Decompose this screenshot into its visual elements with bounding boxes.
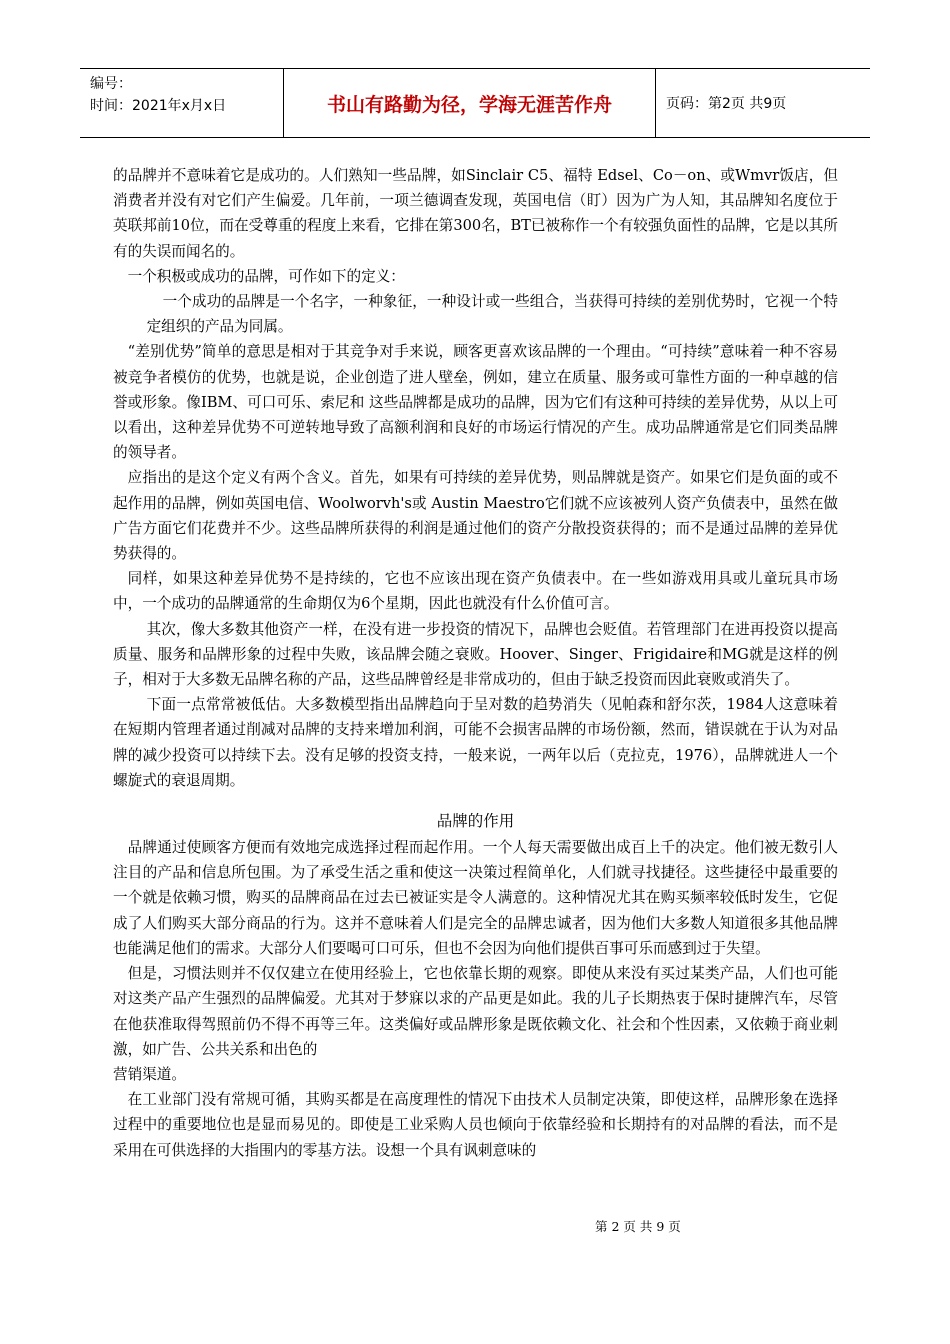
paragraph: 其次，像大多数其他资产一样，在没有进一步投资的情况下，品牌也会贬值。若管理部门在进再投资以提高质量、服务和品牌形象的过程中失败，该品牌会随之衰败。Hoover、Singer、Frigidaire和MG就是这样的例子，相对于大多数无品牌名称的产品，这些品牌曾经是非常成功的，但由于缺乏投资而因此衰败或消失了。	[113, 620, 838, 689]
paragraph: 应指出的是这个定义有两个含义。首先，如果有可持续的差异优势，则品牌就是资产。如果它们是负面的或不起作用的品牌，例如英国电信、Woolworvh's或 Austin Maestro它们就不应该被列人资产负债表中，虽然在做广告方面它们花费并不少。这些品牌所获得的利润是通过他们的资产分散投资获得的；而不是通过品牌的差异优势获得的。	[113, 469, 838, 563]
definition-quote: 一个成功的品牌是一个名字，一种象征，一种设计或一些组合，当获得可持续的差别优势时，它视一个特定组织的产品为同属。	[146, 293, 838, 336]
document-body	[113, 163, 838, 1163]
header-motto: 书山有路勤为径，学海无涯苦作舟	[284, 69, 656, 137]
paragraph: “差别优势”简单的意思是相对于其竞争对手来说，顾客更喜欢该品牌的一个理由。“可持续”意味着一种不容易被竞争者模仿的优势，也就是说，企业创造了进人壁垒，例如，建立在质量、服务或可靠性方面的一种卓越的信誉或形象。像IBM、可口可乐、索尼和 这些品牌都是成功的品牌，因为它们有这种可持续的差异优势，从以上可以看出，这种差异优势不可逆转地导致了高额利润和良好的市场运行情况的产生。成功品牌通常是它们同类品牌的领导者。	[113, 343, 838, 462]
document-header	[80, 68, 870, 138]
paragraph: 在工业部门没有常规可循，其购买都是在高度理性的情况下由技术人员制定决策，即使这样，品牌形象在选择过程中的重要地位也是显而易见的。即使是工业采购人员也倾向于依靠经验和长期持有的对品牌的看法，而不是采用在可供选择的大指围内的零基方法。设想一个具有讽刺意味的	[113, 1091, 838, 1159]
section-heading: 品牌的作用	[436, 812, 515, 831]
time-label: 时间：2021年x月x日	[90, 98, 227, 114]
number-label: 编号：	[90, 76, 132, 92]
paragraph: 一个积极或成功的品牌，可作如下的定义：	[127, 267, 405, 285]
header-page-code: 页码：第2页 共9页	[666, 96, 787, 112]
paragraph: 但是，习惯法则并不仅仅建立在使用经验上，它也依靠长期的观察。即使从来没有买过某类产品，人们也可能对这类产品产生强烈的品牌偏爱。尤其对于梦寐以求的产品更是如此。我的儿子长期热衷于保时捷牌汽车，尽管在他获准取得驾照前仍不得不再等三年。这类偏好或品牌形象是既依赖文化、社会和个性因素，又依赖于商业刺激，如广告、公共关系和出色的	[113, 965, 838, 1058]
header-meta	[80, 69, 284, 137]
paragraph: 品牌通过使顾客方便而有效地完成选择过程而起作用。一个人每天需要做出成百上千的决定。他们被无数引人注目的产品和信息所包围。为了承受生活之重和使这一决策过程简单化，人们就寻找捷径。这些捷径中最重要的一个就是依赖习惯，购买的品牌商品在过去已被证实是令人满意的。这种情况尤其在购买频率较低时发生，它促成了人们购买大部分商品的行为。这并不意味着人们是完全的品牌忠诚者，因为他们大多数人知道很多其他品牌也能满足他们的需求。大部分人们要喝可口可乐，但也不会因为向他们提供百事可乐而感到过于失望。	[113, 839, 838, 957]
paragraph: 营销渠道。	[113, 1065, 186, 1083]
page-footer: 第 2 页 共 9 页	[595, 1219, 681, 1234]
paragraph: 的品牌并不意味着它是成功的。人们熟知一些品牌，如Sinclair C5、福特 Edsel、Co－on、或Wmvr饭店，但消费者并没有对它们产生偏爱。几年前，一项兰德调查发现，英国电信（盯）因为广为人知，其品牌知名度位于英联邦前10位，而在受尊重的程度上来看，它排在第300名，BT已被称作一个有较强负面性的品牌，它是以其所有的失误而闻名的。	[113, 167, 838, 260]
paragraph: 下面一点常常被低估。大多数模型指出品牌趋向于呈对数的趋势消失（见帕森和舒尔茨，1984人这意味着在短期内管理者通过削减对品牌的支持来增加利润，可能不会损害品牌的市场份额，然而，错误就在于认为对品牌的减少投资可以持续下去。没有足够的投资支持，一般来说，一两年以后（克拉克，1976），品牌就进人一个螺旋式的衰退周期。	[113, 696, 838, 789]
paragraph: 同样，如果这种差异优势不是持续的，它也不应该出现在资产负债表中。在一些如游戏用具或儿童玩具市场中，一个成功的品牌通常的生命期仅为6个星期，因此也就没有什么价值可言。	[113, 570, 838, 613]
